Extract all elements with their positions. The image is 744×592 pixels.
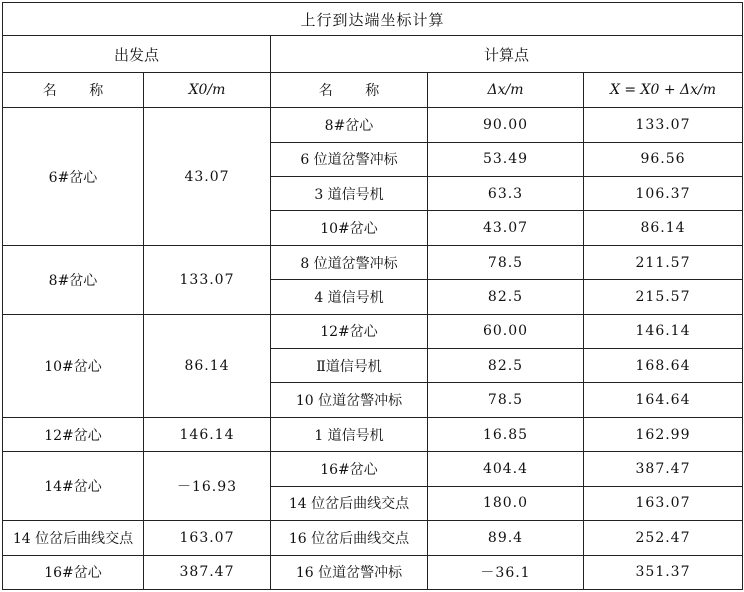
group-header-row [3,36,743,72]
result-x-cell: 96.56 [584,142,743,176]
col-header-delta-x: Δx/m [428,72,584,107]
result-x-cell: 164.64 [584,383,743,417]
delta-x-cell: 89.4 [428,521,584,555]
delta-x-cell: 43.07 [428,211,584,245]
calc-name-cell: 6 位道岔警冲标 [271,142,428,176]
result-x-cell: 133.07 [584,108,743,142]
result-x-cell: 163.07 [584,486,743,520]
table-row [3,555,743,589]
table-row [3,521,743,555]
result-x-cell: 252.47 [584,521,743,555]
col-header-calc-name [271,72,428,107]
delta-x-cell: 404.4 [428,452,584,486]
title-row [3,3,743,36]
result-x-cell: 211.57 [584,245,743,279]
calc-name-cell: 10 位道岔警冲标 [271,383,428,417]
delta-x-cell: 90.00 [428,108,584,142]
delta-x-cell: 16.85 [428,417,584,451]
coordinate-table-container [2,2,742,590]
origin-name-cell: 6#岔心 [3,108,144,246]
table-row [3,314,743,348]
origin-x0-cell: 86.14 [144,314,271,417]
col-header-result-x: X = X0 + Δx/m [584,72,743,107]
result-x-cell: 162.99 [584,417,743,451]
table-row [3,245,743,279]
calc-name-cell: 8#岔心 [271,108,428,142]
col-header-origin-name-text: 名 称 [42,83,118,100]
origin-name-cell: 10#岔心 [3,314,144,417]
origin-x0-cell: 163.07 [144,521,271,555]
result-x-cell: 168.64 [584,349,743,383]
table-row [3,108,743,142]
delta-x-cell: 82.5 [428,349,584,383]
group-header-calc: 计算点 [271,36,743,72]
delta-x-cell: 60.00 [428,314,584,348]
origin-x0-cell: －16.93 [144,452,271,521]
origin-x0-cell: 387.47 [144,555,271,589]
calc-name-cell: 14 位岔后曲线交点 [271,486,428,520]
delta-x-cell: 82.5 [428,280,584,314]
calc-name-cell: 8 位道岔警冲标 [271,245,428,279]
origin-x0-cell: 146.14 [144,417,271,451]
table-row [3,452,743,486]
result-x-cell: 351.37 [584,555,743,589]
calc-name-cell: 3 道信号机 [271,177,428,211]
origin-name-cell: 8#岔心 [3,245,144,314]
column-header-row [3,72,743,107]
calc-name-cell: 1 道信号机 [271,417,428,451]
calc-name-cell: Ⅱ道信号机 [271,349,428,383]
origin-name-cell: 14#岔心 [3,452,144,521]
group-header-origin: 出发点 [3,36,271,72]
delta-x-cell: 78.5 [428,245,584,279]
calc-name-cell: 12#岔心 [271,314,428,348]
col-header-origin-x0: X0/m [144,72,271,107]
origin-name-cell: 12#岔心 [3,417,144,451]
origin-name-cell: 16#岔心 [3,555,144,589]
origin-name-cell: 14 位岔后曲线交点 [3,521,144,555]
result-x-cell: 146.14 [584,314,743,348]
coordinate-table [2,2,743,590]
result-x-cell: 387.47 [584,452,743,486]
col-header-calc-name-text: 名 称 [318,83,394,100]
delta-x-cell: 180.0 [428,486,584,520]
calc-name-cell: 16#岔心 [271,452,428,486]
col-header-origin-name [3,72,144,107]
result-x-cell: 86.14 [584,211,743,245]
delta-x-cell: 78.5 [428,383,584,417]
origin-x0-cell: 133.07 [144,245,271,314]
delta-x-cell: 53.49 [428,142,584,176]
calc-name-cell: 10#岔心 [271,211,428,245]
delta-x-cell: －36.1 [428,555,584,589]
result-x-cell: 215.57 [584,280,743,314]
origin-x0-cell: 43.07 [144,108,271,246]
delta-x-cell: 63.3 [428,177,584,211]
result-x-cell: 106.37 [584,177,743,211]
calc-name-cell: 16 位道岔警冲标 [271,555,428,589]
calc-name-cell: 16 位岔后曲线交点 [271,521,428,555]
calc-name-cell: 4 道信号机 [271,280,428,314]
table-title: 上行到达端坐标计算 [3,3,743,36]
table-row [3,417,743,451]
